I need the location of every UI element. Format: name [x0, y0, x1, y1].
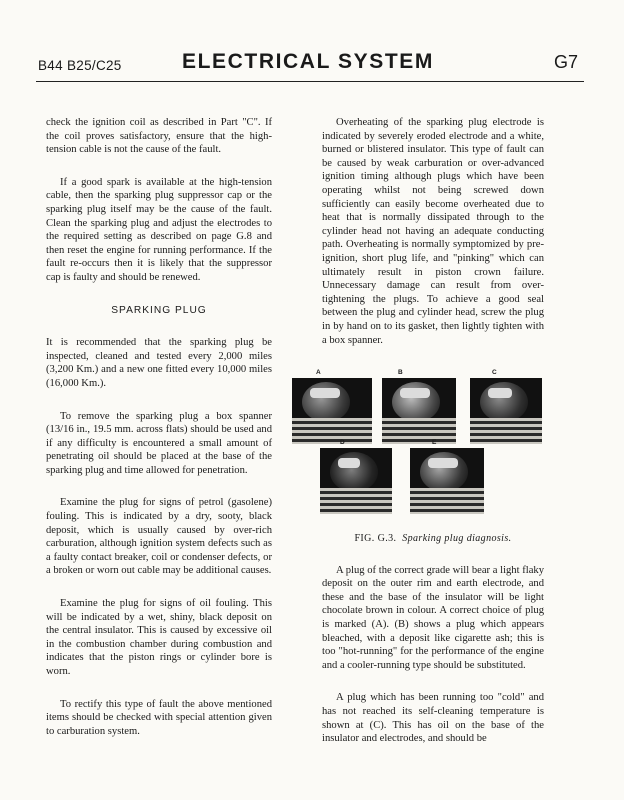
page-number: G7 [553, 52, 578, 72]
paragraph: A plug which has been running too "cold" and has not reached its self-cleaning temperature is shown at (C). This has oil on the base of the insulator and electrodes, and should be [322, 692, 544, 745]
plug-image-e [410, 448, 484, 514]
plug-image-a [292, 378, 372, 444]
plug-image-c [470, 378, 542, 444]
right-column [316, 116, 544, 765]
section-title: ELECTRICAL SYSTEM [182, 50, 434, 73]
paragraph: check the ignition coil as described in Part "C". If the coil proves satisfactory, ensure that the high-tension cable is not the cause of the fault. [46, 117, 272, 156]
plug-label-a: A [316, 369, 321, 377]
paragraph: Examine the plug for signs of oil fouling. This will be indicated by a wet, shiny, black deposit on the central insulator. This is caused by excessive oil in the combustion chamber during combustion and indicates that the piston rings or cylinder bore is worn. [46, 598, 272, 677]
page-header [38, 50, 578, 80]
model-code: B44 B25/C25 [38, 58, 122, 73]
paragraph: A plug of the correct grade will bear a light flaky deposit on the outer rim and earth electrode, and these and the base of the insulator will be light chocolate brown in colour. A correct choice of plug is marked (A). (B) shows a plug which appears bleached, with a deposit like cigarette ash; this is too "hot-running" for the performance of the engine and a cooler-running type should be substituted. [322, 564, 544, 671]
plug-label-e: E [432, 439, 437, 447]
paragraph: If a good spark is available at the high-tension cable, then the sparking plug suppressor cap or the sparking plug itself may be the cause of the fault. Clean the sparking plug and adjust the electrodes to the required setting as described on page G.8 and then reset the engine for running performance. If the fault re-occurs then it is likely that the suppressor cap is faulty and should be renewed. [46, 176, 272, 283]
paragraph: To remove the sparking plug a box spanner (13/16 in., 19.5 mm. across flats) should be used and if any difficulty is encountered a small amount of penetrating oil should be placed at the base of the sparking plug and time allowed for penetration. [46, 410, 272, 476]
paragraph: It is recommended that the sparking plug be inspected, cleaned and tested every 2,000 miles (3,200 Km.) and a new one fitted every 10,000 miles (16,000 Km.). [46, 337, 272, 389]
plug-label-b: B [398, 369, 403, 377]
header-rule [36, 81, 584, 82]
left-column [46, 116, 272, 757]
paragraph: Examine the plug for signs of petrol (gasolene) fouling. This is indicated by a dry, sooty, black deposit, which is usually caused by over-rich carburation, although ignition system defects such as a faulty contact breaker, coil or condenser defects, or a broken or worn out cable may be additional causes. [46, 497, 272, 577]
section-heading: SPARKING PLUG [111, 304, 207, 316]
caption-text: Sparking plug diagnosis. [402, 533, 512, 545]
plug-label-d: D [340, 439, 345, 447]
caption-number: FIG. G.3. [354, 533, 397, 545]
paragraph: To rectify this type of fault the above mentioned items should be checked with special attention given to carburation system. [46, 698, 272, 737]
plug-label-c: C [492, 369, 497, 377]
paragraph: Overheating of the sparking plug electrode is indicated by severely eroded electrode and a white, burned or blistered insulator. This type of fault can be caused by weak carburation or over-advanced ignition timing although plugs which have been operating whilst not being screwed down sufficiently can easily become overheated due to heat that is normally dissipated through to the cylinder head not having an adequate conducting path. Overheating is normally symptomized by pre-ignition, short plug life, and "pinking" which can ultimately result in piston crown failure. Unnecessary damage can result from over-tightening the plugs. To achieve a good seal between the plug and cylinder head, screw the plug in by hand on to its gasket, then lightly tighten with a box spanner. [322, 117, 544, 346]
plug-image-b [382, 378, 456, 444]
plug-image-d [320, 448, 392, 514]
figure-caption [322, 532, 544, 546]
sparking-plug-figure [292, 366, 552, 526]
